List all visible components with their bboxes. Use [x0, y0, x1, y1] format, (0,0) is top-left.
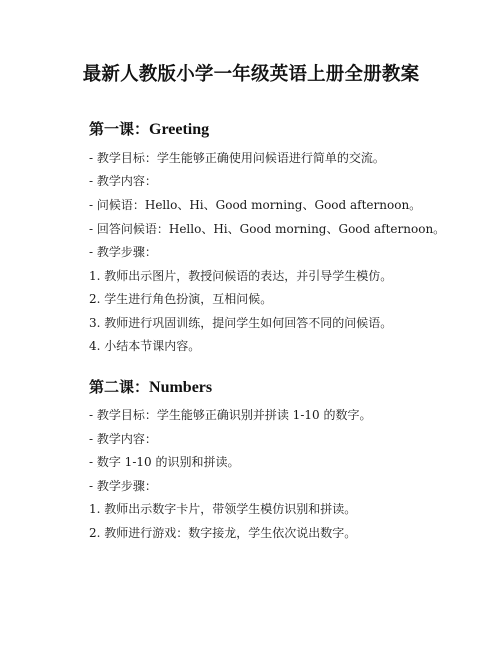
lesson-2-line-5: 1. 教师出示数字卡片，带领学生模仿识别和拼读。	[89, 502, 357, 516]
lesson-1-heading-prefix: 第一课：	[89, 120, 150, 138]
lesson-1-line-5: - 教学步骤：	[89, 245, 157, 259]
lesson-1-line-7: 2. 学生进行角色扮演，互相问候。	[89, 292, 273, 306]
document-title: 最新人教版小学一年级英语上册全册教案	[82, 64, 420, 85]
lesson-2-heading-name: Numbers	[149, 379, 213, 396]
lesson-1-line-9: 4. 小结本节课内容。	[89, 339, 201, 353]
lesson-1-line-6: 1. 教师出示图片，教授问候语的表达，并引导学生模仿。	[89, 269, 393, 283]
lesson-1-line-3: - 问候语：Hello、Hi、Good morning、Good afternoon。	[89, 198, 422, 212]
lesson-2-line-2: - 教学内容：	[89, 432, 157, 446]
lesson-1-line-8: 3. 教师进行巩固训练，提问学生如何回答不同的问候语。	[89, 316, 393, 330]
lesson-1-line-4: - 回答问候语：Hello、Hi、Good morning、Good afternoon。	[89, 222, 446, 236]
lesson-1-line-2: - 教学内容：	[89, 174, 157, 188]
lesson-2-heading	[89, 377, 212, 398]
lesson-1-heading	[89, 119, 209, 140]
lesson-2-line-6: 2. 教师进行游戏：数字接龙，学生依次说出数字。	[89, 526, 357, 540]
lesson-2-heading-prefix: 第二课：	[89, 378, 150, 396]
lesson-1-line-1: - 教学目标：学生能够正确使用问候语进行简单的交流。	[89, 151, 385, 165]
lesson-2-line-1: - 教学目标：学生能够正确识别并拼读 1-10 的数字。	[89, 408, 372, 422]
lesson-1-heading-name: Greeting	[149, 121, 210, 138]
lesson-2-line-3: - 数字 1-10 的识别和拼读。	[89, 455, 240, 469]
lesson-2-line-4: - 教学步骤：	[89, 479, 157, 493]
